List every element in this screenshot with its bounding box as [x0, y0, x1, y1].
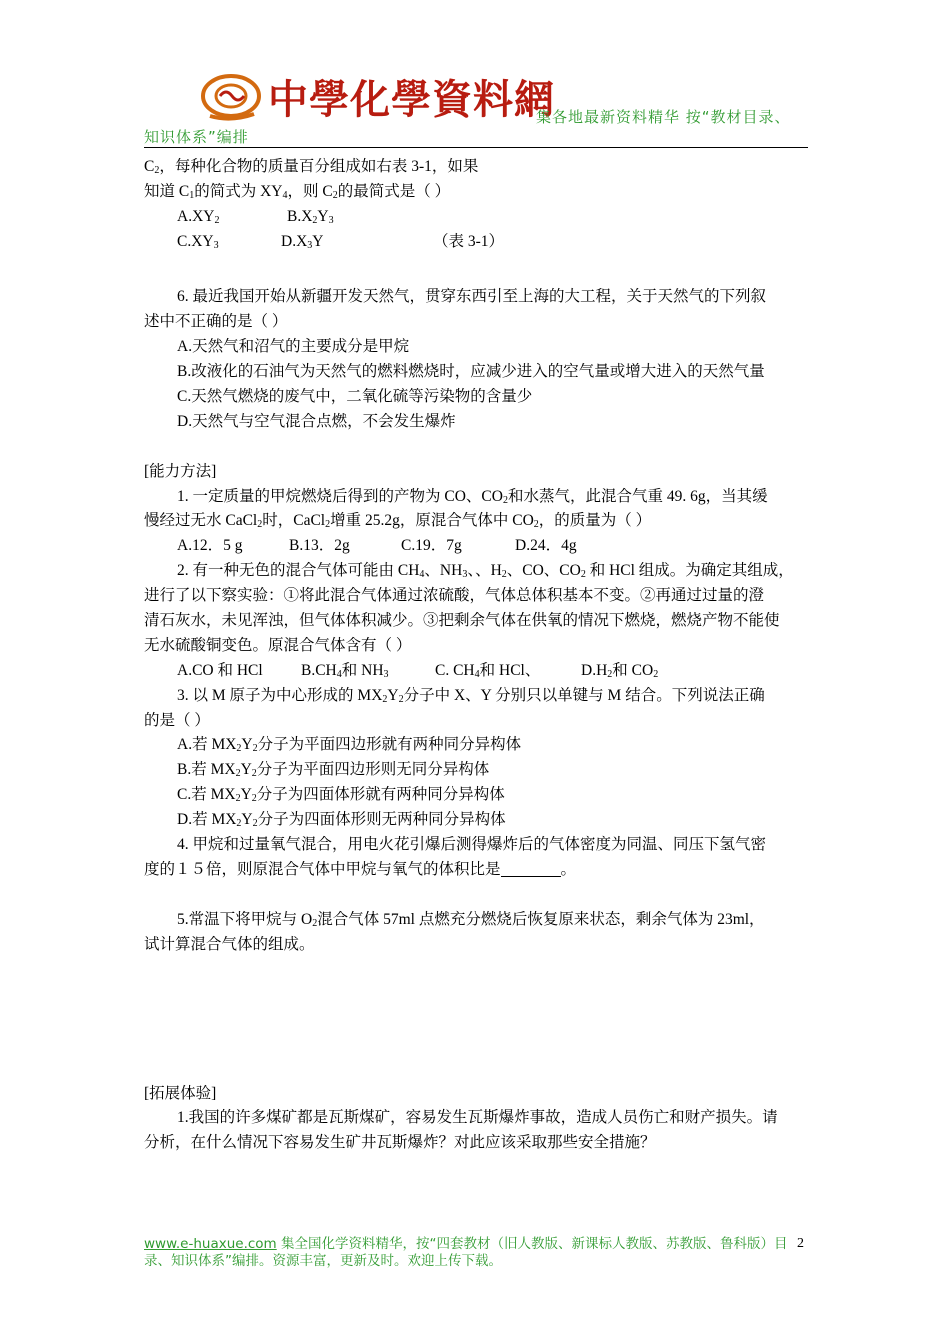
a2-option-b: $B.CH_4$和 $NH_3$: [301, 661, 389, 680]
q5-line1: $C_2$，每种化合物的质量百分组成如右表 3-1，如果: [144, 158, 479, 176]
a2-option-d: $D.H_2$和 $CO_2$: [581, 661, 659, 680]
header-tagline: 集各地最新资料精华 按“教材目录、: [536, 108, 791, 126]
a2-line1: 2. 有一种无色的混合气体可能由 $CH_4$、$NH_3$、、$H_2$、CO、$CO_2$ 和 HCl 组成。为确定其组成，: [177, 562, 794, 581]
main-content: [144, 155, 808, 1156]
a3-option-d: D.若 $MX_2Y_2$分子为四面体形则无两种同分异构体: [177, 811, 506, 830]
q6-line2: 述中不正确的是（ ）: [144, 313, 288, 331]
a2-line2: 进行了以下察实验：①将此混合气体通过浓硫酸，气体总体积基本不变。②再通过过量的澄: [144, 587, 765, 605]
q5-option-a: $A.XY_2$: [177, 207, 220, 226]
q5-option-d: $D.X_3Y$: [281, 232, 324, 251]
table-reference: （表 3-1）: [433, 232, 505, 250]
q6-option-a: A.天然气和沼气的主要成分是甲烷: [177, 338, 410, 356]
a2-options: [144, 659, 808, 684]
a2-option-c: C. $CH_4$和 HCl、: [435, 661, 541, 680]
a3-line2: 的是（ ）: [144, 711, 210, 729]
q5-line2: 知道 $C_1$的简式为 $XY_4$，则 $C_2$的最简式是（ ）: [144, 182, 451, 201]
e1-line2: 分析，在什么情况下容易发生矿井瓦斯爆炸？对此应该采取那些安全措施？: [144, 1134, 656, 1152]
q6-option-d: D.天然气与空气混合点燃，不会发生爆炸: [177, 412, 456, 430]
a4-line1: 4. 甲烷和过量氧气混合，用电火花引爆后测得爆炸后的气体密度为同温、同压下氢气密: [177, 836, 767, 854]
header-tagline-continued: 知识体系”编排: [144, 128, 249, 146]
a4-line2: 度的１５倍，则原混合气体中甲烷与氧气的体积比是 。: [144, 860, 577, 878]
a3-option-a: A.若 $MX_2Y_2$分子为平面四边形就有两种同分异构体: [177, 736, 522, 755]
a1-option-a: A.12．5 g: [177, 537, 243, 555]
a3-option-c: C.若 $MX_2Y_2$分子为四面体形就有两种同分异构体: [177, 786, 505, 805]
a5-line2: 试计算混合气体的组成。: [144, 935, 315, 953]
a1-option-d: D.24．4g: [515, 537, 577, 555]
q5-option-c: $C.XY_3$: [177, 232, 219, 251]
e1-line1: 1.我国的许多煤矿都是瓦斯煤矿，容易发生瓦斯爆炸事故，造成人员伤亡和财产损失。请: [177, 1109, 778, 1127]
flask-logo-icon: [196, 66, 266, 126]
section-extend-heading: [拓展体验]: [144, 1084, 217, 1102]
q5-option-b: $B.X_2Y_3$: [287, 207, 334, 226]
a2-option-a: A.CO 和 HCl: [177, 661, 263, 679]
footer-site-link[interactable]: www.e-huaxue.com: [144, 1236, 277, 1252]
q5-options-cd: [144, 230, 808, 255]
a1-option-b: B.13．2g: [289, 537, 350, 555]
a2-line4: 无水硫酸铜变色。原混合气体含有（ ）: [144, 636, 412, 654]
q6-line1: 6. 最近我国开始从新疆开发天然气，贯穿东西引至上海的大工程，关于天然气的下列叙: [177, 288, 767, 306]
page-footer: www.e-huaxue.com 集全国化学资料精华，按“四套教材（旧人教版、新课标人教版、苏教版、鲁科版）目 录、知识体系”编排。资源丰富，更新及时。欢迎上传下载。: [144, 1236, 808, 1270]
a3-line1: 3. 以 M 原子为中心形成的 $MX_2Y_2$分子中 X、Y 分别只以单键与 M 结合。下列说法正确: [177, 686, 765, 705]
a3-option-b: B.若 $MX_2Y_2$分子为平面四边形则无同分异构体: [177, 761, 490, 780]
a1-options: [144, 534, 808, 559]
q6-option-b: B.改液化的石油气为天然气的燃料燃烧时，应减少进入的空气量或增大进入的天然气量: [177, 363, 765, 381]
a1-line2: 慢经过无水 CaCl$_2$时，CaCl$_2$增重 25.2g，原混合气体中 $CO_2$，的质量为（ ）: [144, 512, 652, 531]
footer-line2: 录、知识体系”编排。资源丰富，更新及时。欢迎上传下载。: [144, 1253, 502, 1269]
a1-line1: 1. 一定质量的甲烷燃烧后得到的产物为 CO、$CO_2$和水蒸气，此混合气重 49. 6g，当其缓: [177, 487, 768, 506]
q5-options-ab: [144, 205, 808, 230]
site-logo: [196, 66, 555, 126]
logo-text: 中學化學資料網: [268, 77, 555, 123]
a2-line3: 清石灰水，未见浑浊，但气体体积减少。③把剩余气体在供氧的情况下燃烧，燃烧产物不能使: [144, 612, 780, 630]
page-number: 2: [797, 1236, 804, 1251]
a1-option-c: C.19．7g: [401, 537, 462, 555]
header-divider: [144, 147, 808, 148]
a5-line1: 5.常温下将甲烷与 $O_2$混合气体 57ml 点燃充分燃烧后恢复原来状态，剩余气体为 23ml，: [177, 910, 765, 929]
section-ability-heading: [能力方法]: [144, 462, 217, 480]
q6-option-c: C.天然气燃烧的废气中，二氧化硫等污染物的含量少: [177, 388, 533, 406]
answer-blank[interactable]: [501, 860, 561, 877]
